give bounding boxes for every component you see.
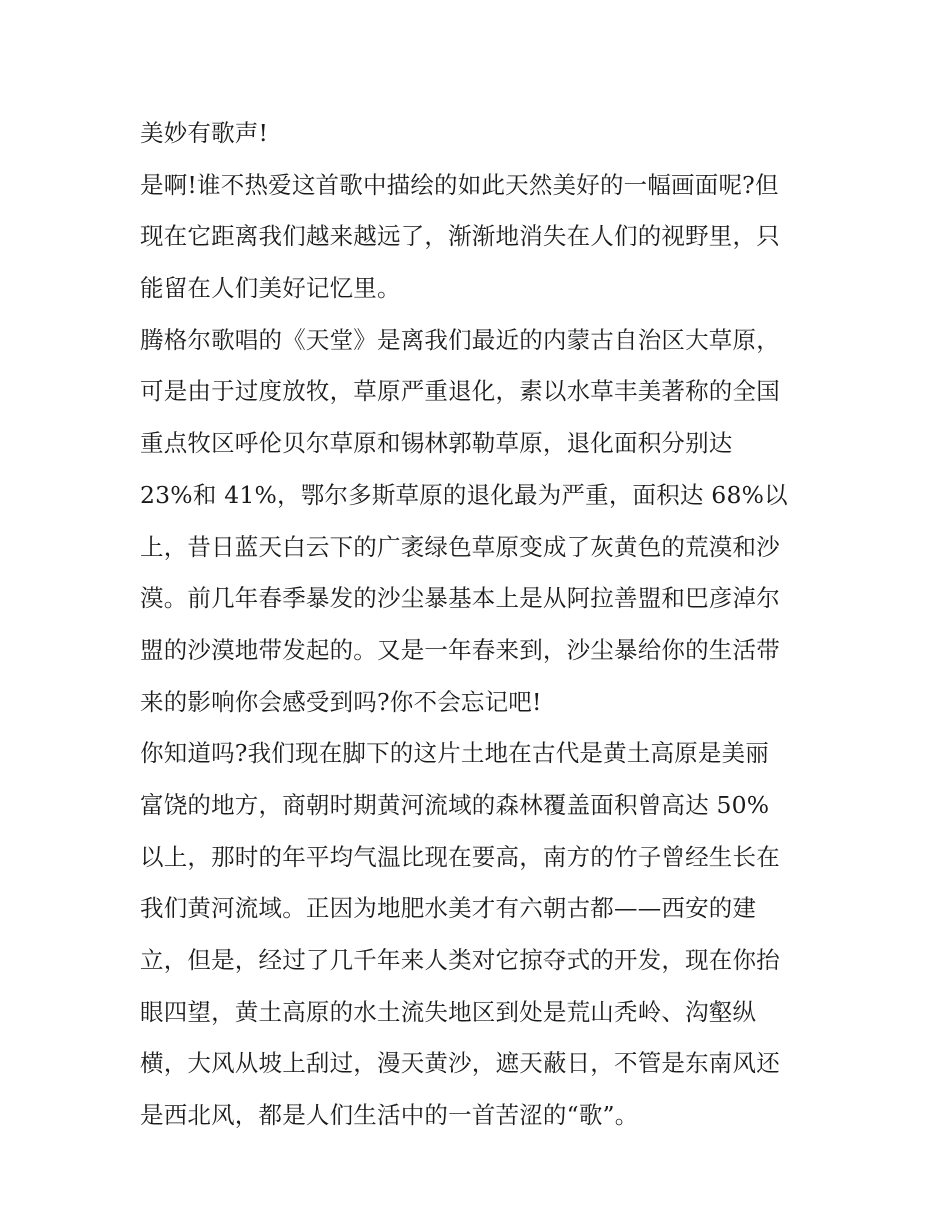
body-text (140, 108, 820, 1142)
text-line: 眼四望，黄土高原的水土流失地区到处是荒山秃岭、沟壑纵 (140, 997, 757, 1026)
text-line: 横，大风从坡上刮过，漫天黄沙，遮天蔽日，不管是东南风还 (140, 1049, 780, 1078)
text-line: 立，但是，经过了几千年来人类对它掠夺式的开发，现在你抬 (140, 946, 780, 974)
text-line: 上，昔日蓝天白云下的广袤绿色草原变成了灰黄色的荒漠和沙 (140, 532, 780, 561)
text-line: 腾格尔歌唱的《天堂》是离我们最近的内蒙古自治区大草原， (140, 325, 780, 354)
text-line: 我们黄河流域。正因为地肥水美才有六朝古都——西安的建 (140, 894, 757, 923)
text-line: 重点牧区呼伦贝尔草原和锡林郭勒草原，退化面积分别达 (140, 429, 733, 458)
text-line: 以上，那时的年平均气温比现在要高，南方的竹子曾经生长在 (140, 842, 780, 871)
text-line: 来的影响你会感受到吗?你不会忘记吧! (140, 687, 542, 716)
text-line: 富饶的地方，商朝时期黄河流域的森林覆盖面积曾高达 50% (140, 790, 770, 819)
text-line: 可是由于过度放牧，草原严重退化，素以水草丰美著称的全国 (140, 377, 780, 406)
text-line: 漠。前几年春季暴发的沙尘暴基本上是从阿拉善盟和巴彦淖尔 (140, 584, 780, 613)
text-line: 你知道吗?我们现在脚下的这片土地在古代是黄土高原是美丽 (140, 739, 769, 768)
text-line: 是啊!谁不热爱这首歌中描绘的如此天然美好的一幅画面呢?但 (140, 170, 779, 199)
text-line: 美妙有歌声! (140, 119, 269, 147)
text-line: 23%和 41%，鄂尔多斯草原的退化最为严重，面积达 68%以 (140, 480, 788, 509)
text-line: 是西北风，都是人们生活中的一首苦涩的“歌”。 (140, 1101, 639, 1130)
text-line: 能留在人们美好记忆里。 (140, 274, 401, 303)
text-line: 现在它距离我们越来越远了，渐渐地消失在人们的视野里，只 (140, 222, 780, 251)
text-line: 盟的沙漠地带发起的。又是一年春来到，沙尘暴给你的生活带 (140, 635, 780, 664)
